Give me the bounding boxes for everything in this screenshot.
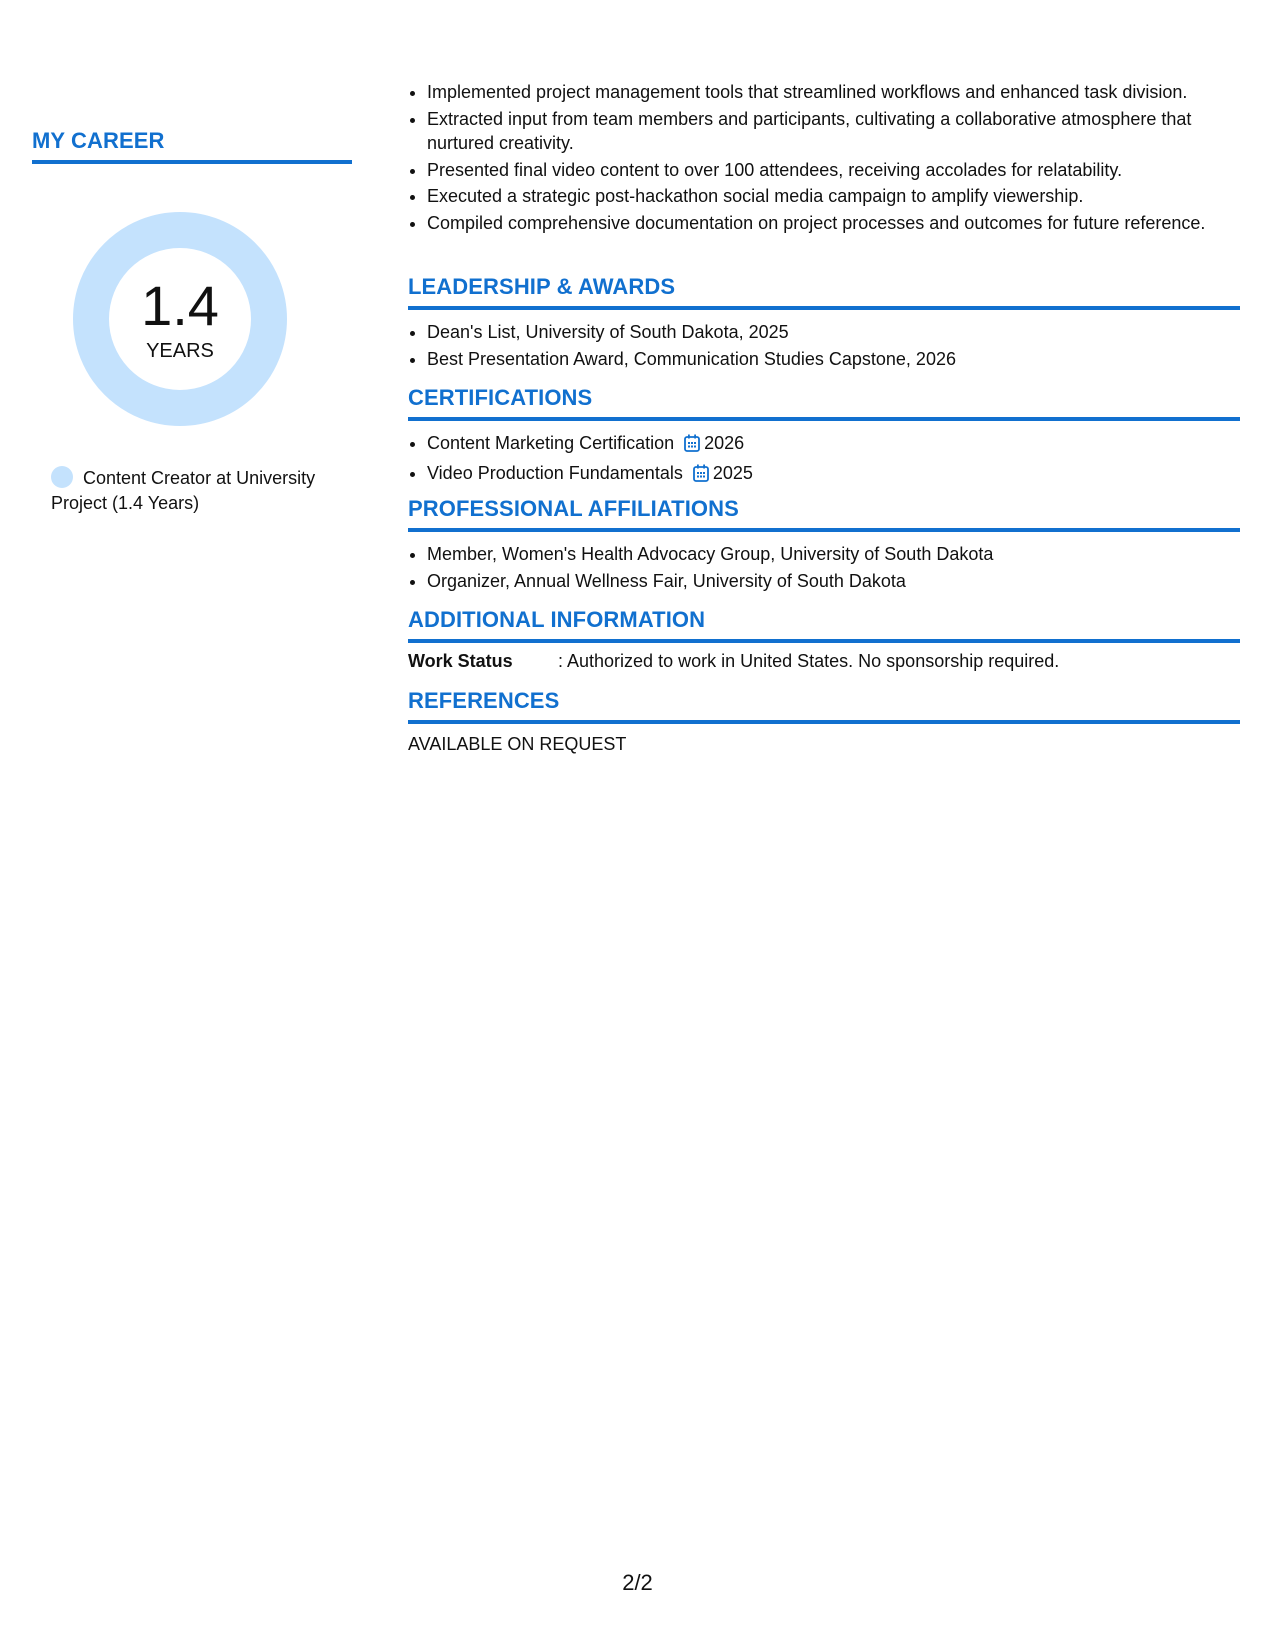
list-item: • Extracted input from team members and participants, cultivating a collaborative atmosphere that nurtured creativity.	[427, 107, 1240, 156]
page-number: 2/2	[622, 1570, 653, 1595]
work-status-label: Work Status	[408, 651, 513, 671]
list-item: • Member, Women's Health Advocacy Group, University of South Dakota	[427, 542, 1240, 567]
list-item: • Best Presentation Award, Communication Studies Capstone, 2026	[427, 347, 1240, 372]
career-total-unit: YEARS	[146, 340, 214, 362]
additional-info-heading: ADDITIONAL INFORMATION	[408, 605, 1240, 643]
list-item	[427, 461, 1240, 489]
career-legend	[51, 466, 351, 516]
additional-info-section	[408, 605, 1240, 673]
career-donut-chart	[67, 206, 293, 432]
references-section	[408, 686, 1240, 756]
leadership-section	[408, 272, 1240, 373]
list-item: • Executed a strategic post-hackathon social media campaign to amplify viewership.	[427, 184, 1240, 209]
calendar-icon	[693, 464, 709, 489]
work-status-value: : Authorized to work in United States. No sponsorship required.	[558, 651, 1060, 671]
leadership-heading: LEADERSHIP & AWARDS	[408, 272, 1240, 310]
list-item: • Compiled comprehensive documentation on project processes and outcomes for future reference.	[427, 211, 1240, 236]
list-item: • Organizer, Annual Wellness Fair, University of South Dakota	[427, 569, 1240, 594]
experience-bullets	[408, 80, 1240, 237]
legend-label: Content Creator at University Project (1.4 Years)	[51, 468, 316, 513]
references-heading: REFERENCES	[408, 686, 1240, 724]
list-item: • Implemented project management tools that streamlined workflows and enhanced task division.	[427, 80, 1240, 105]
list-item: • Dean's List, University of South Dakota, 2025	[427, 320, 1240, 345]
references-text: AVAILABLE ON REQUEST	[408, 734, 627, 754]
certification-year: 2025	[712, 462, 753, 483]
affiliations-heading: PROFESSIONAL AFFILIATIONS	[408, 494, 1240, 532]
list-item: • Presented final video content to over 100 attendees, receiving accolades for relatability.	[427, 158, 1240, 183]
career-heading: MY CAREER	[32, 126, 352, 164]
certifications-section	[408, 383, 1240, 490]
calendar-icon	[684, 434, 700, 459]
affiliations-section	[408, 494, 1240, 595]
work-status-row	[408, 649, 1240, 673]
legend-dot-icon	[51, 466, 73, 488]
certification-name: Content Marketing Certification	[427, 433, 675, 453]
certification-name: Video Production Fundamentals	[427, 462, 683, 483]
career-total-value: 1.4	[141, 274, 219, 337]
certification-year: 2026	[704, 433, 745, 453]
certifications-heading: CERTIFICATIONS	[408, 383, 1240, 421]
list-item	[427, 431, 1240, 459]
